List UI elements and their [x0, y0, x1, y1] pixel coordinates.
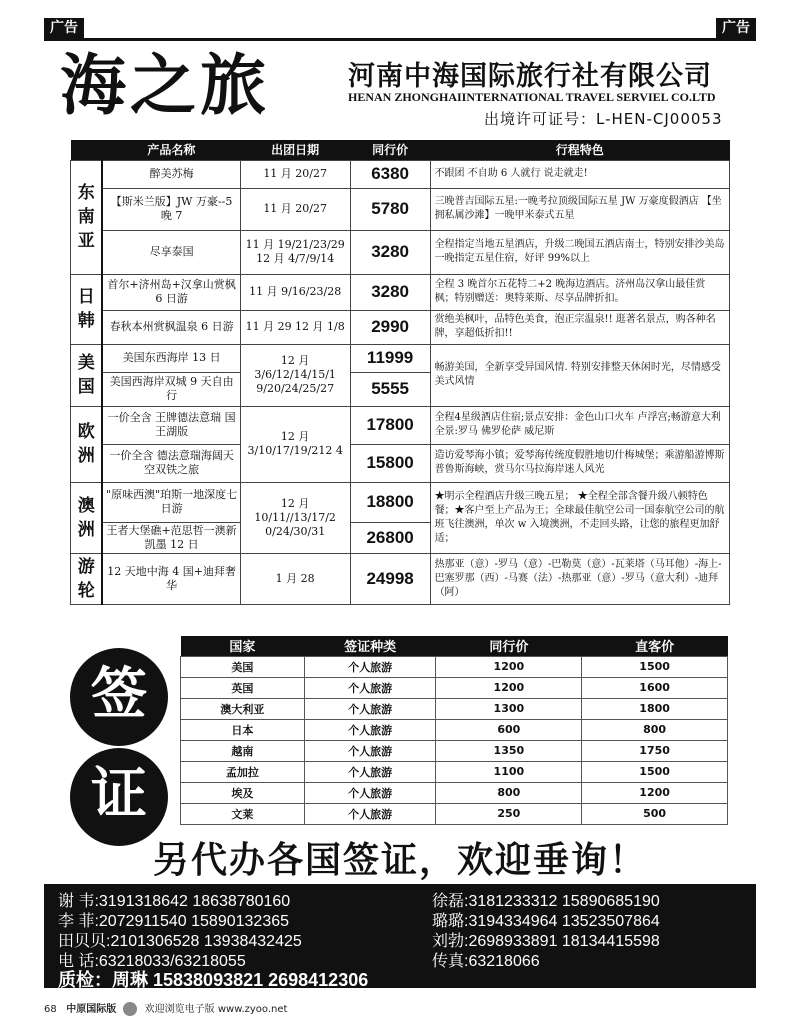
visa-type: 个人旅游 [304, 782, 436, 803]
visa-country: 日本 [181, 719, 305, 740]
visa-type: 个人旅游 [304, 656, 436, 677]
visa-trade-price: 250 [436, 803, 582, 824]
tour-feature: 造访爱琴海小镇；爱琴海传统度假胜地切什梅城堡；乘游船游博斯普鲁斯海峡，赏马尔马拉海岸迷人风光 [430, 444, 729, 482]
visa-retail-price: 1200 [582, 782, 728, 803]
visa-retail-price: 800 [582, 719, 728, 740]
contact-line: 谢 韦:3191318642 18638780160 [58, 893, 291, 910]
region-us: 美国 [71, 344, 103, 406]
table-row [71, 482, 730, 522]
tour-date: 12 月 3/6/12/14/15/1 9/20/24/25/27 [240, 344, 350, 406]
brand-logo-text: 海之旅 [60, 47, 270, 124]
table-row [71, 344, 730, 372]
table-row [71, 160, 730, 188]
edition-name: 中原国际版 [66, 1004, 117, 1015]
table-row [71, 274, 730, 310]
table-row [71, 188, 730, 230]
tour-date: 11 月 20/27 [240, 160, 350, 188]
tour-price: 5780 [350, 188, 430, 230]
tour-feature: 全程4星级酒店住宿;景点安排：金色山口火车 卢浮宫;畅游意大利全景:罗马 佛罗伦萨 威尼斯 [430, 406, 729, 444]
tour-date: 1 月 28 [240, 553, 350, 604]
tour-feature: 热那亚（意）-罗马（意）-巴勒莫（意）-瓦莱塔（马耳他）-海上-巴塞罗那（西）-马赛（法）-热那亚（意）-罗马（意大利）-迪拜（阿） [430, 553, 729, 604]
contact-line: 李 菲:2072911540 15890132365 [58, 913, 290, 930]
table-row [71, 310, 730, 344]
visa-badge-char-1: 签 [70, 648, 168, 746]
tour-price: 6380 [350, 160, 430, 188]
visa-header-retail: 直客价 [582, 636, 728, 656]
visa-row [181, 656, 728, 677]
tour-price: 18800 [350, 482, 430, 522]
table-row [71, 406, 730, 444]
visa-retail-price: 1500 [582, 761, 728, 782]
license-number: 出境许可证号：L-HEN-CJ00053 [484, 110, 723, 128]
visa-retail-price: 500 [582, 803, 728, 824]
visa-retail-price: 1500 [582, 656, 728, 677]
tour-price: 24998 [350, 553, 430, 604]
visa-country: 美国 [181, 656, 305, 677]
visa-retail-price: 1750 [582, 740, 728, 761]
visa-header-trade: 同行价 [436, 636, 582, 656]
visa-country: 澳大利亚 [181, 698, 305, 719]
contact-line: 刘勃:2698933891 18134415598 [432, 933, 660, 950]
tour-name: 一价全含 王牌德法意瑞 国王湖版 [102, 406, 240, 444]
visa-header-row [181, 636, 728, 656]
tour-name: 春秋本州赏枫温泉 6 日游 [102, 310, 240, 344]
tour-price: 5555 [350, 372, 430, 406]
tour-price: 26800 [350, 522, 430, 553]
visa-row [181, 761, 728, 782]
tour-date: 11 月 29 12 月 1/8 [240, 310, 350, 344]
visa-trade-price: 600 [436, 719, 582, 740]
visa-slogan: 另代办各国签证，欢迎垂询！ [152, 840, 647, 881]
visa-badge [70, 648, 170, 828]
tour-name: 首尔+济州岛+汉拿山赏枫 6 日游 [102, 274, 240, 310]
company-name-cn: 河南中海国际旅行社有限公司 [348, 61, 712, 92]
tour-name: 12 天地中海 4 国+迪拜奢华 [102, 553, 240, 604]
visa-trade-price: 1200 [436, 656, 582, 677]
visa-country: 英国 [181, 677, 305, 698]
tour-name: 美国东西海岸 13 日 [102, 344, 240, 372]
tour-name: 尽享泰国 [102, 230, 240, 274]
contact-line: 田贝贝:2101306528 13938432425 [58, 933, 302, 950]
tour-feature: 全程 3 晚首尔五花特二+2 晚海边酒店。济州岛汉拿山最佳赏枫；特别赠送：奥特莱斯、尽享品牌折扣。 [430, 274, 729, 310]
tour-name: "原味西澳"珀斯一地深度七日游 [102, 482, 240, 522]
tour-price: 3280 [350, 274, 430, 310]
visa-row [181, 677, 728, 698]
visa-badge-char-2: 证 [70, 748, 168, 846]
visa-country: 越南 [181, 740, 305, 761]
tour-feature: 畅游美国，全新享受异国风情. 特别安排整天休闲时光，尽情感受美式风情 [430, 344, 729, 406]
tour-feature: ★明示全程酒店升级三晚五星； ★全程全部含餐升级八顿特色餐；★客户至上产品为王；全球最佳航空公司一国泰航空公司的航班飞往澳洲，单次 w 入境澳洲，不走回头路，让您的旅程更加舒适； [430, 482, 729, 553]
tour-date: 11 月 9/16/23/28 [240, 274, 350, 310]
visa-trade-price: 1350 [436, 740, 582, 761]
visa-trade-price: 1200 [436, 677, 582, 698]
tour-price: 17800 [350, 406, 430, 444]
footer-text: 欢迎浏览电子版 www.zyoo.net [144, 1004, 288, 1015]
tour-name: 一价全含 德法意瑞海阔天空双铁之旅 [102, 444, 240, 482]
contact-line: 璐璐:3194334964 13523507864 [432, 913, 660, 930]
publication-logo-icon [123, 1002, 137, 1016]
tour-name: 美国西海岸双城 9 天自由行 [102, 372, 240, 406]
ad-label-left: 广告 [44, 18, 84, 38]
visa-type: 个人旅游 [304, 698, 436, 719]
visa-trade-price: 1100 [436, 761, 582, 782]
visa-type: 个人旅游 [304, 677, 436, 698]
visa-country: 埃及 [181, 782, 305, 803]
tour-name: 【斯米兰版】JW 万豪--5 晚 7 [102, 188, 240, 230]
region-au: 澳洲 [71, 482, 103, 553]
visa-type: 个人旅游 [304, 719, 436, 740]
page-number: 68 [44, 1004, 57, 1015]
tour-name: 王者大堡礁+范思哲一澳新凯墨 12 日 [102, 522, 240, 553]
header-feature: 行程特色 [430, 140, 729, 160]
visa-row [181, 782, 728, 803]
header-price: 同行价 [350, 140, 430, 160]
company-name-en: HENAN ZHONGHAIINTERNATIONAL TRAVEL SERVIEL CO.LTD [348, 90, 716, 104]
page-footer [44, 1000, 287, 1016]
tour-feature: 全程指定当地五星酒店，升级二晚国五酒店南士，特别安排沙美岛一晚指定五星住宿，好评 99%以上 [430, 230, 729, 274]
table-row [71, 553, 730, 604]
tour-date: 11 月 20/27 [240, 188, 350, 230]
region-cruise: 游轮 [71, 553, 103, 604]
header-date: 出团日期 [240, 140, 350, 160]
tour-feature: 赏绝美枫叶，品特色美食，泡正宗温泉!! 逛著名景点，购各种名牌，享超低折扣!! [430, 310, 729, 344]
visa-trade-price: 1300 [436, 698, 582, 719]
contact-line: 传真:63218066 [432, 953, 540, 970]
quality-contact: 质检：周琳 15838093821 2698412306 [58, 970, 369, 990]
visa-retail-price: 1600 [582, 677, 728, 698]
tour-feature: 三晚普吉国际五星:一晚考拉顶级国际五星 JW 万豪度假酒店 【坐拥私属沙滩】一晚甲米泰式五星 [430, 188, 729, 230]
tour-price: 2990 [350, 310, 430, 344]
tour-date: 11 月 19/21/23/29 12 月 4/7/9/14 [240, 230, 350, 274]
visa-retail-price: 1800 [582, 698, 728, 719]
tour-price: 11999 [350, 344, 430, 372]
tour-date: 12 月 3/10/17/19/212 4 [240, 406, 350, 482]
region-sea: 东南亚 [71, 160, 103, 274]
tour-header-row [71, 140, 730, 160]
table-row [71, 230, 730, 274]
tour-table [70, 140, 730, 605]
tour-name: 醉美苏梅 [102, 160, 240, 188]
tour-date: 12 月 10/11//13/17/2 0/24/30/31 [240, 482, 350, 553]
region-jk: 日韩 [71, 274, 103, 344]
visa-type: 个人旅游 [304, 740, 436, 761]
header-spacer [71, 140, 103, 160]
contact-line: 徐磊:3181233312 15890685190 [432, 893, 660, 910]
visa-header-type: 签证种类 [304, 636, 436, 656]
visa-header-country: 国家 [181, 636, 305, 656]
visa-row [181, 803, 728, 824]
visa-table [180, 636, 728, 825]
tour-price: 15800 [350, 444, 430, 482]
visa-country: 文莱 [181, 803, 305, 824]
tour-feature: 不跟团 不自助 6 人就行 说走就走! [430, 160, 729, 188]
tour-price: 3280 [350, 230, 430, 274]
visa-country: 孟加拉 [181, 761, 305, 782]
visa-type: 个人旅游 [304, 803, 436, 824]
top-rule [44, 38, 756, 41]
header-product: 产品名称 [102, 140, 240, 160]
visa-row [181, 719, 728, 740]
contact-line: 电 话:63218033/63218055 [58, 953, 246, 970]
region-eu: 欧洲 [71, 406, 103, 482]
visa-trade-price: 800 [436, 782, 582, 803]
table-row [71, 444, 730, 482]
visa-row [181, 698, 728, 719]
visa-type: 个人旅游 [304, 761, 436, 782]
ad-label-right: 广告 [716, 18, 756, 38]
contact-panel [44, 884, 756, 988]
visa-row [181, 740, 728, 761]
